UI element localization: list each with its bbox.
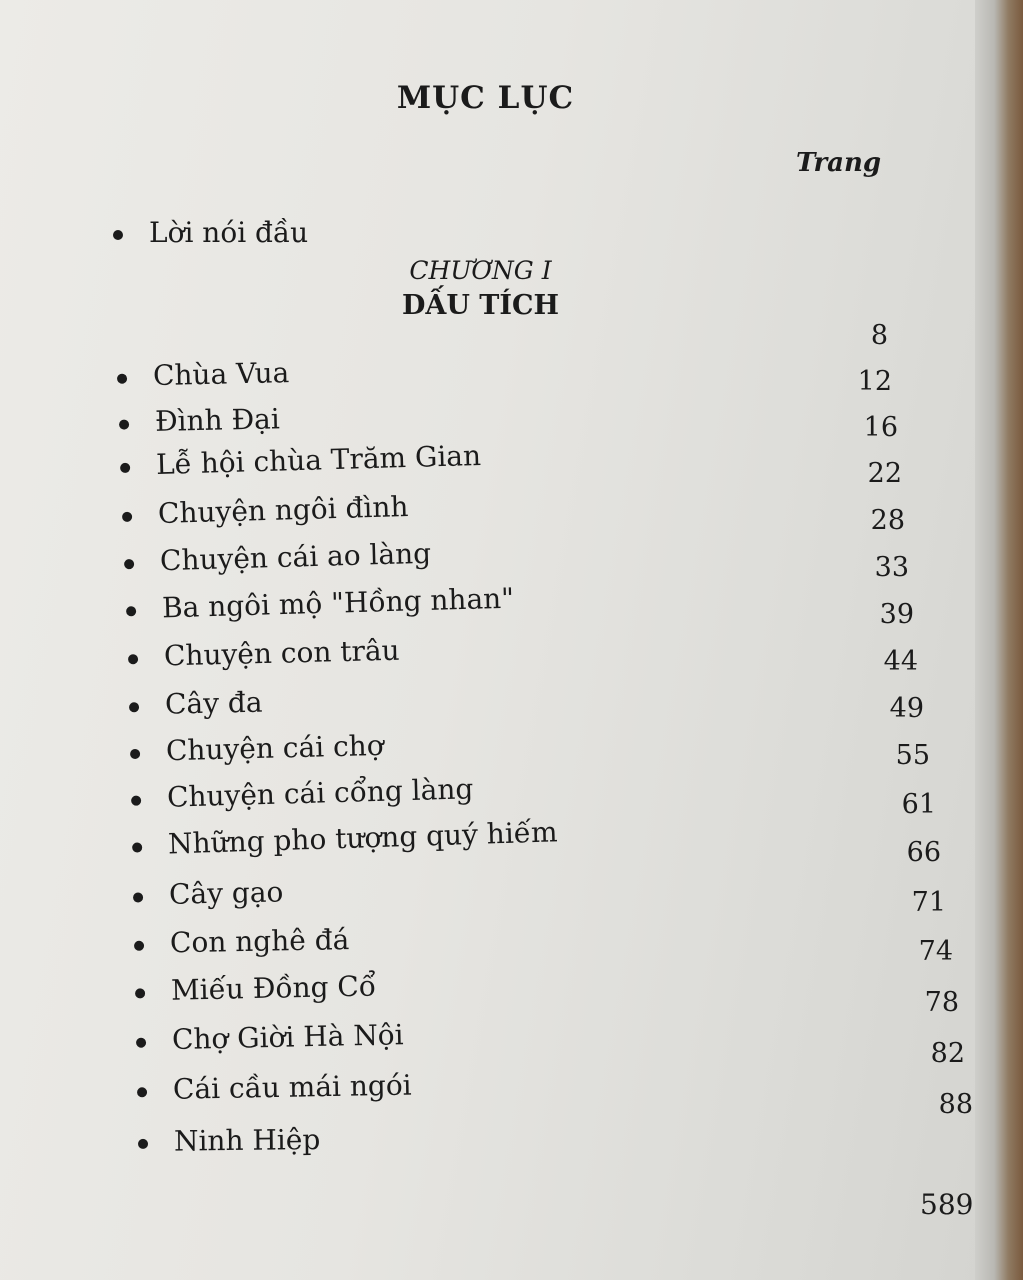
toc-page-number: 49 — [889, 693, 924, 724]
bullet-icon — [132, 842, 142, 852]
chapter-number: CHƯƠNG I — [409, 256, 552, 285]
toc-entry-label: Đình Đại — [154, 402, 281, 438]
toc-entry — [136, 1018, 404, 1057]
toc-entry-label: Những pho tượng quý hiếm — [167, 815, 559, 861]
toc-entry — [126, 582, 515, 626]
bullet-icon — [131, 795, 141, 805]
toc-entry-label: Miếu Đồng Cổ — [170, 969, 377, 1007]
toc-page-number: 78 — [924, 987, 959, 1018]
toc-page-number: 88 — [938, 1089, 973, 1120]
toc-entry-label: Chợ Giời Hà Nội — [171, 1018, 404, 1057]
toc-entry-label: Chùa Vua — [152, 356, 290, 393]
toc-entry — [130, 729, 384, 768]
toc-page-number: 16 — [863, 412, 898, 443]
bullet-icon — [126, 606, 136, 616]
folio-page-number: 589 — [920, 1188, 974, 1221]
bullet-icon — [129, 702, 139, 712]
toc-page-number: 61 — [901, 789, 936, 820]
bullet-icon — [124, 559, 134, 569]
toc-entry-label: Con nghê đá — [169, 923, 350, 960]
toc-entry — [138, 1123, 321, 1158]
toc-page-number: 82 — [930, 1038, 965, 1069]
toc-entry — [128, 634, 400, 674]
toc-entry-label: Chuyện ngôi đình — [157, 490, 409, 530]
toc-entry — [120, 439, 482, 482]
toc-entry — [135, 969, 377, 1007]
bullet-icon — [128, 654, 138, 664]
toc-page-number: 39 — [879, 599, 914, 630]
toc-entry — [122, 490, 409, 531]
page-column-header: Trang — [796, 148, 882, 178]
bullet-icon — [138, 1138, 148, 1148]
toc-entry-label: Chuyện cái ao làng — [159, 536, 432, 578]
toc-entry — [129, 686, 263, 722]
bullet-icon — [122, 511, 132, 521]
toc-page-number: 12 — [857, 366, 892, 397]
toc-page-number: 22 — [867, 458, 902, 489]
toc-entry-label: Ba ngôi mộ "Hồng nhan" — [161, 581, 515, 625]
toc-entry-label: Ninh Hiệp — [173, 1123, 321, 1158]
toc-entry — [119, 402, 280, 438]
toc-entry-preface — [113, 216, 308, 249]
toc-page-number: 74 — [918, 936, 953, 967]
toc-entry-label: Chuyện cái cổng làng — [166, 772, 474, 814]
toc-page-number: 8 — [870, 320, 888, 351]
toc-entry — [137, 1069, 412, 1107]
chapter-name: DẤU TÍCH — [401, 290, 560, 321]
toc-entry-label: Chuyện con trâu — [163, 633, 401, 673]
toc-entry — [133, 875, 284, 911]
bullet-icon — [120, 462, 130, 472]
bullet-icon — [136, 1037, 146, 1047]
toc-page-number: 28 — [870, 505, 905, 536]
page-edge — [975, 0, 1023, 1280]
toc-entry-label: Lễ hội chùa Trăm Gian — [155, 438, 482, 482]
toc-page-number: 33 — [874, 552, 909, 583]
bullet-icon — [119, 419, 129, 429]
toc-page-number: 71 — [911, 887, 946, 918]
toc-entry — [134, 923, 350, 960]
bullet-icon — [135, 988, 145, 998]
bullet-icon — [113, 230, 123, 240]
toc-entry — [132, 815, 558, 861]
toc-page-number: 66 — [906, 837, 941, 868]
toc-entry — [131, 772, 474, 815]
toc-entry-label: Lời nói đầu — [149, 216, 309, 249]
page-title: MỤC LỤC — [396, 80, 575, 116]
toc-entry-label: Chuyện cái chợ — [165, 728, 384, 768]
bullet-icon — [130, 748, 140, 758]
toc-entry-label: Cây đa — [164, 685, 263, 721]
bullet-icon — [133, 892, 143, 902]
toc-entry-label: Cái cầu mái ngói — [172, 1068, 412, 1106]
toc-entry — [124, 537, 432, 579]
bullet-icon — [137, 1087, 147, 1097]
bullet-icon — [117, 373, 127, 383]
toc-entry-label: Cây gạo — [168, 875, 284, 911]
bullet-icon — [134, 940, 144, 950]
toc-page-number: 55 — [895, 740, 930, 771]
toc-entry — [117, 356, 290, 393]
toc-page-number: 44 — [883, 646, 918, 677]
